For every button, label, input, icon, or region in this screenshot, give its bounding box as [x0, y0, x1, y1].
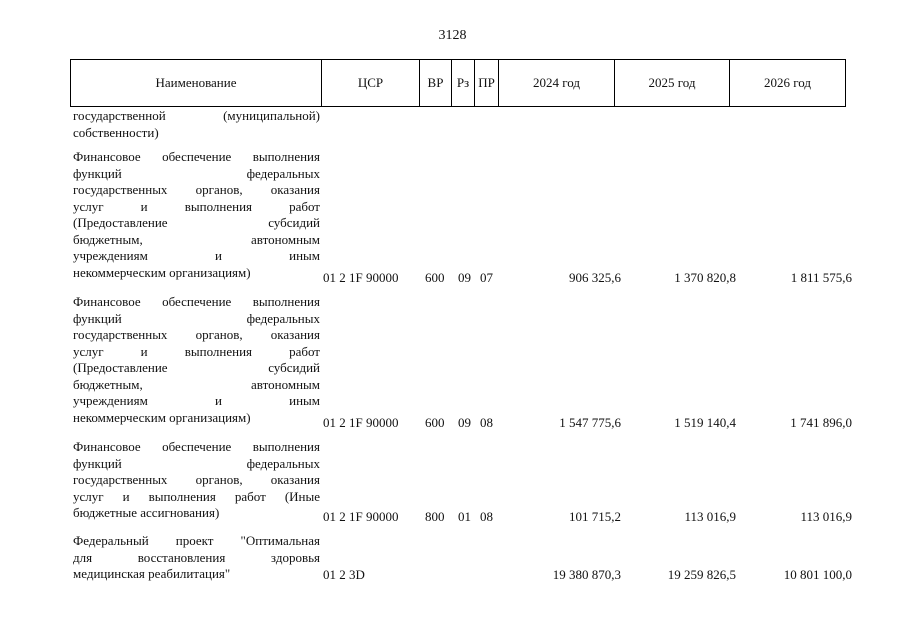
cell-vr: 600 [425, 270, 445, 285]
cell-csr: 01 2 1F 90000 [323, 415, 399, 430]
column-header-vr: ВР [420, 60, 452, 107]
column-header-pr: ПР [475, 60, 499, 107]
name-line: бюджетным, автономным [73, 231, 320, 247]
cell-2024: 19 380 870,3 [552, 567, 621, 582]
column-header-2025: 2025 год [615, 60, 730, 107]
cell-2025: 1 519 140,4 [674, 415, 736, 430]
name-line: функций федеральных [73, 310, 320, 326]
name-line: Финансовое обеспечение выполнения [73, 149, 320, 164]
name-line: собственности) [73, 124, 159, 140]
name-line: Федеральный проект "Оптимальная [73, 533, 320, 548]
cell-rz: 01 [458, 509, 471, 524]
name-line: Финансовое обеспечение выполнения [73, 439, 320, 454]
cell-2024: 1 547 775,6 [559, 415, 621, 430]
name-line: учреждениям и иным [73, 248, 320, 263]
name-line: для восстановления здоровья [73, 549, 320, 565]
cell-2026: 113 016,9 [800, 509, 852, 524]
name-line: функций федеральных [73, 165, 320, 181]
cell-2025: 113 016,9 [684, 509, 736, 524]
cell-2025: 1 370 820,8 [674, 270, 736, 285]
name-line: (Предоставление субсидий [73, 360, 320, 375]
row-name [73, 533, 320, 583]
name-line: некоммерческим организациям) [73, 264, 251, 280]
cell-csr: 01 2 1F 90000 [323, 509, 399, 524]
cell-vr: 600 [425, 415, 445, 430]
name-line: услуг и выполнения работ [73, 198, 320, 214]
cell-pr: 08 [480, 415, 493, 430]
page-number: 3128 [438, 28, 467, 43]
column-header-name: Наименование [71, 60, 322, 107]
name-line: государственных органов, оказания [73, 327, 320, 342]
name-line: государственной (муниципальной) [73, 108, 320, 123]
cell-pr: 08 [480, 509, 493, 524]
row-name [73, 149, 320, 281]
name-line: услуг и выполнения работ (Иные [73, 488, 320, 504]
name-line: некоммерческим организациям) [73, 409, 251, 425]
cell-rz: 09 [458, 415, 471, 430]
cell-2026: 1 741 896,0 [790, 415, 852, 430]
table-header [70, 59, 846, 107]
cell-2025: 19 259 826,5 [667, 567, 736, 582]
cell-rz: 09 [458, 270, 471, 285]
name-line: Финансовое обеспечение выполнения [73, 294, 320, 309]
row-name [73, 439, 320, 522]
cell-vr: 800 [425, 509, 445, 524]
column-header-csr: ЦСР [322, 60, 420, 107]
cell-2024: 101 715,2 [569, 509, 621, 524]
cell-csr: 01 2 3D [323, 567, 365, 582]
column-header-2024: 2024 год [499, 60, 615, 107]
name-line: медицинская реабилитация" [73, 566, 231, 581]
cell-2024: 906 325,6 [569, 270, 621, 285]
name-line: государственных органов, оказания [73, 182, 320, 197]
name-line: услуг и выполнения работ [73, 343, 320, 359]
column-header-rz: Рз [452, 60, 475, 107]
name-line: функций федеральных [73, 455, 320, 471]
cell-2026: 1 811 575,6 [790, 270, 852, 285]
cell-2026: 10 801 100,0 [783, 567, 852, 582]
name-line: бюджетные ассигнования) [73, 505, 220, 520]
row-name [73, 108, 320, 141]
cell-csr: 01 2 1F 90000 [323, 270, 399, 285]
column-header-2026: 2026 год [730, 60, 846, 107]
name-line: государственных органов, оказания [73, 472, 320, 487]
cell-pr: 07 [480, 270, 493, 285]
name-line: бюджетным, автономным [73, 376, 320, 392]
name-line: учреждениям и иным [73, 393, 320, 408]
row-name [73, 294, 320, 426]
name-line: (Предоставление субсидий [73, 215, 320, 230]
